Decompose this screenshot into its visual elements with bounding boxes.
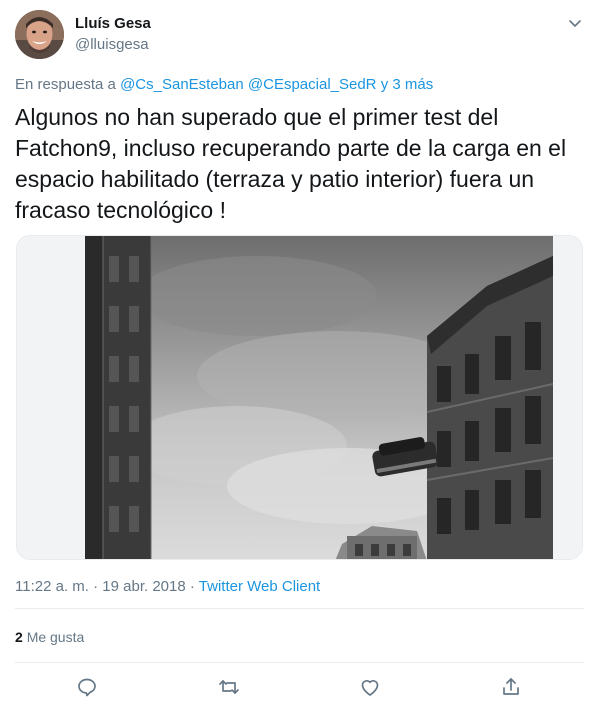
retweet-icon[interactable]: [217, 675, 241, 699]
reply-mention-cespacial-sedr[interactable]: @CEspacial_SedR: [247, 76, 377, 93]
tweet-time[interactable]: 11:22 a. m.: [15, 578, 89, 595]
tweet-text: Algunos no han superado que el primer test del Fatchon9, incluso recuperando parte de la carga en el espacio habilitado (terraza y patio interior) fuera un fracaso tecnológico !: [15, 104, 567, 223]
share-icon[interactable]: [499, 675, 523, 699]
likes-count: 2: [15, 629, 23, 645]
reply-icon[interactable]: [75, 675, 99, 699]
meta-separator: ·: [93, 578, 99, 595]
chevron-down-icon[interactable]: [566, 14, 584, 32]
divider: [15, 608, 584, 609]
tweet-image[interactable]: [16, 235, 583, 560]
reply-prefix: En respuesta a: [15, 76, 116, 93]
like-icon[interactable]: [358, 675, 382, 699]
reply-context: [15, 76, 433, 93]
divider: [15, 662, 584, 663]
tweet-date[interactable]: 19 abr. 2018: [102, 578, 186, 595]
author-name[interactable]: Lluís Gesa: [75, 15, 151, 32]
avatar-photo: [15, 10, 64, 59]
likes-label: Me gusta: [26, 629, 85, 645]
avatar[interactable]: [15, 10, 64, 59]
author-handle[interactable]: @lluisgesa: [75, 36, 149, 53]
photo-icon: [17, 236, 583, 560]
reply-more-link[interactable]: y 3 más: [380, 76, 434, 93]
client-link[interactable]: Twitter Web Client: [198, 578, 321, 595]
meta-separator: ·: [189, 578, 195, 595]
tweet-meta: [15, 578, 320, 595]
reply-mention-cs-sanesteban[interactable]: @Cs_SanEsteban: [120, 76, 244, 93]
likes-stat[interactable]: [15, 629, 84, 645]
